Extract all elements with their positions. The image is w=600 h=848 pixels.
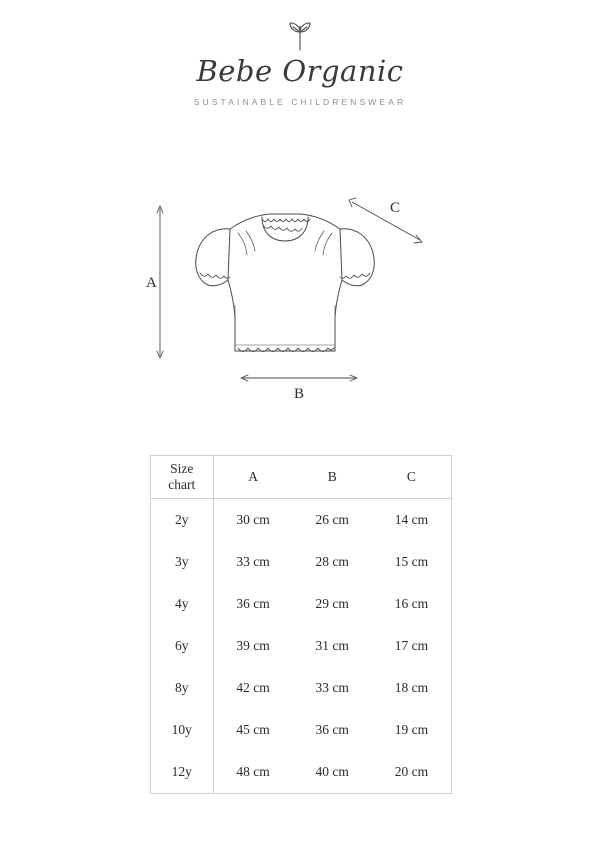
row-size-label: 12y — [151, 751, 214, 794]
measure-label-c: C — [390, 200, 401, 216]
cell-c: 19 cm — [394, 722, 429, 737]
table-row — [151, 709, 452, 751]
cell-a: 42 cm — [236, 680, 270, 695]
table-row — [151, 751, 452, 794]
column-header-a: A — [213, 456, 293, 499]
size-chart-corner-label: Size chart — [151, 456, 214, 499]
cell-c: 17 cm — [394, 638, 429, 653]
cell-a: 39 cm — [236, 638, 270, 653]
measure-line-a — [157, 206, 163, 358]
cell-a: 36 cm — [236, 596, 270, 611]
size-chart-section — [150, 455, 452, 794]
cell-b: 29 cm — [315, 596, 349, 611]
row-size-label: 2y — [151, 499, 214, 542]
cell-b: 28 cm — [315, 554, 349, 569]
brand-name: Bebe Organic — [196, 54, 404, 88]
table-row — [151, 667, 452, 709]
table-row — [151, 499, 452, 542]
cell-b: 31 cm — [315, 638, 349, 653]
cell-c: 18 cm — [394, 680, 429, 695]
cell-a: 45 cm — [236, 722, 270, 737]
cell-b: 36 cm — [315, 722, 349, 737]
measure-line-b — [241, 375, 357, 381]
cell-c: 14 cm — [394, 512, 429, 527]
garment-illustration — [0, 185, 600, 415]
size-chart-table — [150, 455, 452, 794]
measure-label-a: A — [146, 275, 157, 291]
cell-b: 33 cm — [315, 680, 349, 695]
row-size-label: 4y — [151, 583, 214, 625]
cell-a: 30 cm — [236, 512, 270, 527]
row-size-label: 3y — [151, 541, 214, 583]
cell-a: 33 cm — [236, 554, 270, 569]
cell-b: 40 cm — [315, 764, 349, 779]
cell-a: 48 cm — [236, 764, 270, 779]
table-row — [151, 625, 452, 667]
cell-b: 26 cm — [315, 512, 349, 527]
leaf-sprig-icon — [0, 18, 600, 52]
brand-tagline: SUSTAINABLE CHILDRENSWEAR — [193, 96, 407, 107]
measure-label-b: B — [294, 386, 305, 402]
row-size-label: 6y — [151, 625, 214, 667]
table-header-row — [151, 456, 452, 499]
blouse-outline — [196, 214, 375, 352]
table-row — [151, 541, 452, 583]
row-size-label: 8y — [151, 667, 214, 709]
row-size-label: 10y — [151, 709, 214, 751]
column-header-c: C — [372, 456, 452, 499]
cell-c: 16 cm — [394, 596, 429, 611]
table-row — [151, 583, 452, 625]
cell-c: 15 cm — [394, 554, 429, 569]
column-header-b: B — [293, 456, 372, 499]
cell-c: 20 cm — [394, 764, 429, 779]
brand-header — [0, 18, 600, 107]
